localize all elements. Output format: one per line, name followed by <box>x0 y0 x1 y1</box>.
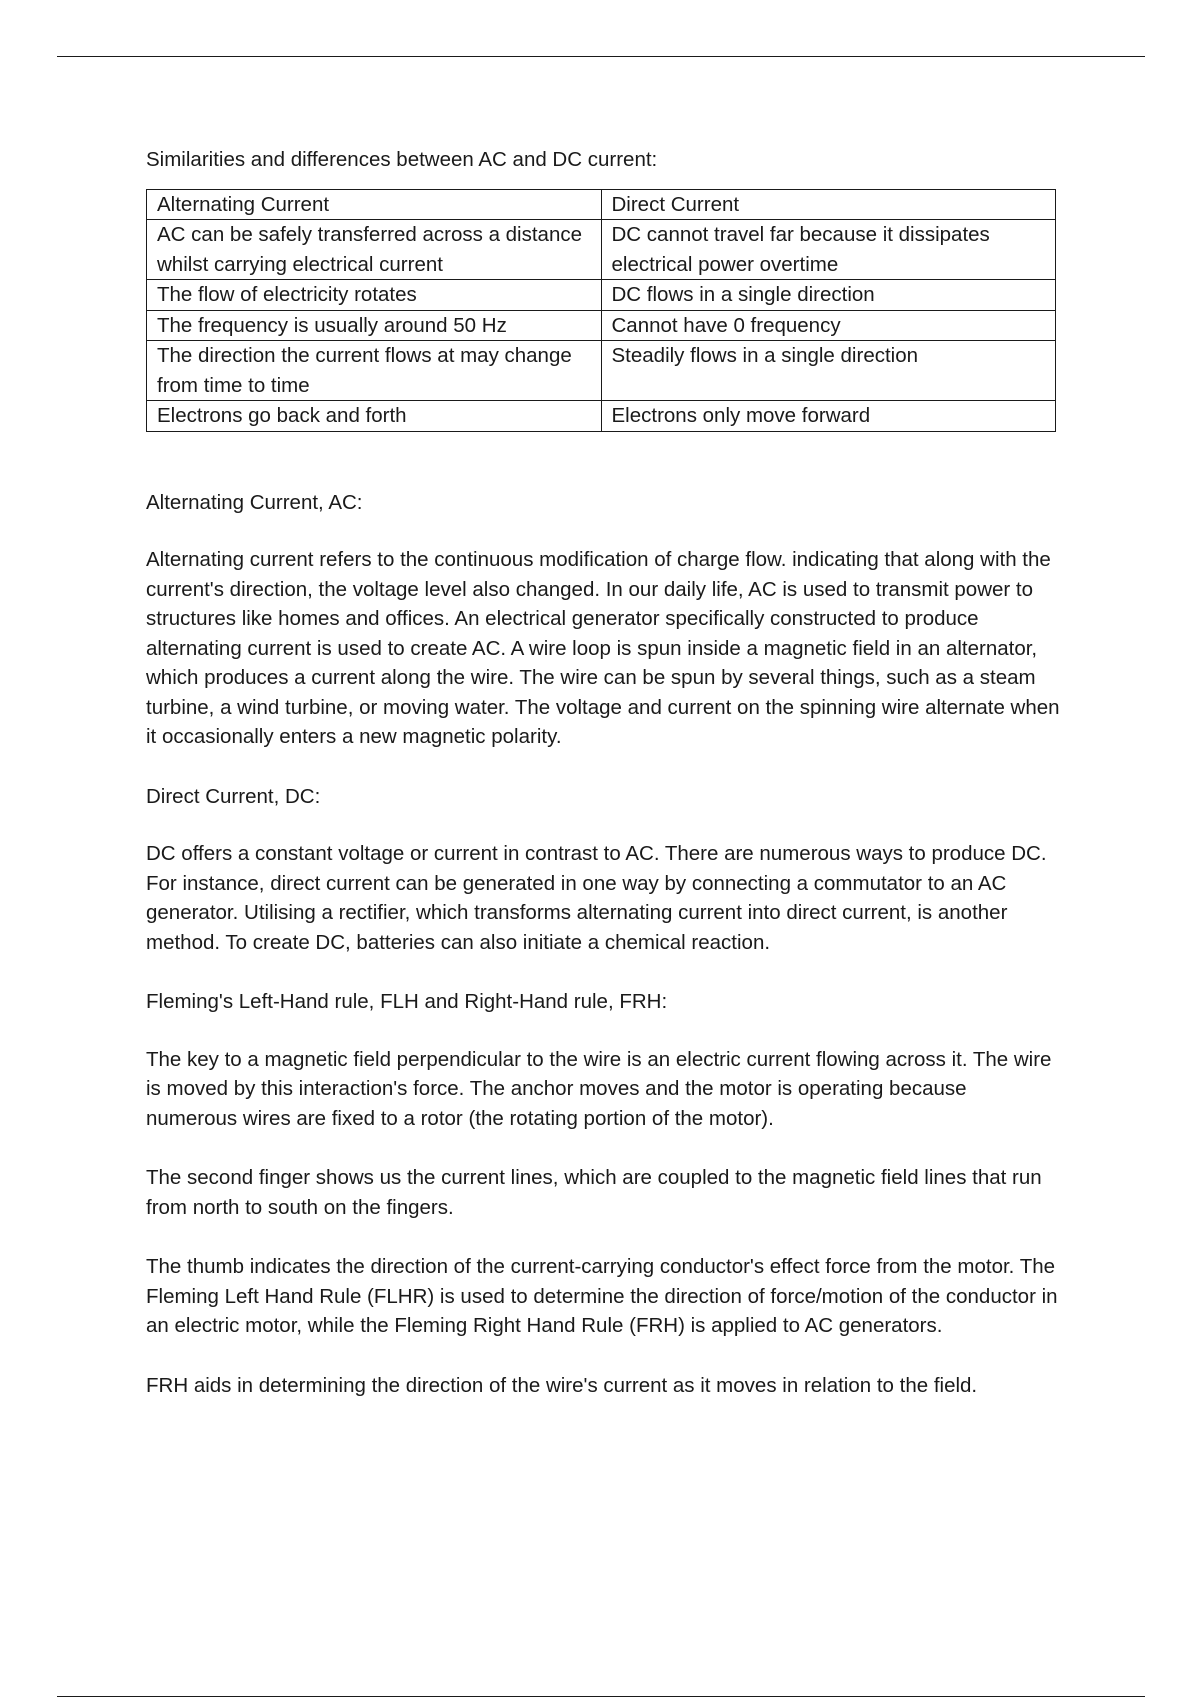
table-cell: DC cannot travel far because it dissipates electrical power overtime <box>601 220 1056 280</box>
dc-paragraph: DC offers a constant voltage or current in contrast to AC. There are numerous ways to produce DC. For instance, direct current can be generated in one way by connecting a commutator to an AC generator. Utilising a rectifier, which transforms alternating current into direct current, is another method. To create DC, batteries can also initiate a chemical reaction. <box>146 842 1047 954</box>
table-cell: AC can be safely transferred across a distance whilst carrying electrical current <box>147 220 602 280</box>
table-cell: Electrons only move forward <box>601 401 1056 432</box>
table-cell: The flow of electricity rotates <box>147 280 602 311</box>
table-row <box>147 280 1056 311</box>
table-row <box>147 310 1056 341</box>
table-row <box>147 220 1056 280</box>
fleming-paragraph-2: The second finger shows us the current lines, which are coupled to the magnetic field lines that run from north to south on the fingers. <box>146 1166 1042 1219</box>
dc-section-title: Direct Current, DC: <box>146 784 321 808</box>
footer-rule <box>57 1696 1145 1697</box>
table-cell: Cannot have 0 frequency <box>601 310 1056 341</box>
comparison-table <box>146 189 1056 432</box>
table-cell: Electrons go back and forth <box>147 401 602 432</box>
table-row <box>147 401 1056 432</box>
table-cell: DC flows in a single direction <box>601 280 1056 311</box>
ac-paragraph: Alternating current refers to the continuous modification of charge flow. indicating that along with the current's direction, the voltage level also changed. In our daily life, AC is used to transmit power to structures like homes and offices. An electrical generator specifically constructed to produce alternating current is used to create AC. A wire loop is spun inside a magnetic field in an alternator, which produces a current along the wire. The wire can be spun by several things, such as a steam turbine, a wind turbine, or moving water. The voltage and current on the spinning wire alternate when it occasionally enters a new magnetic polarity. <box>146 548 1060 748</box>
table-cell: The frequency is usually around 50 Hz <box>147 310 602 341</box>
fleming-section-title: Fleming's Left-Hand rule, FLH and Right-Hand rule, FRH: <box>146 990 668 1013</box>
table-cell: The direction the current flows at may change from time to time <box>147 341 602 401</box>
fleming-paragraph-3: The thumb indicates the direction of the current-carrying conductor's effect force from the motor. The Fleming Left Hand Rule (FLHR) is used to determine the direction of force/motion of the conductor in an electric motor, while the Fleming Right Hand Rule (FRH) is applied to AC generators. <box>146 1255 1058 1337</box>
fleming-paragraph-1: The key to a magnetic field perpendicular to the wire is an electric current flowing across it. The wire is moved by this interaction's force. The anchor moves and the motor is operating because numerous wires are fixed to a rotor (the rotating portion of the motor). <box>146 1047 1052 1130</box>
header-rule <box>57 56 1145 57</box>
ac-section-title: Alternating Current, AC: <box>146 490 363 514</box>
page-content <box>146 145 1061 1430</box>
table-row <box>147 341 1056 401</box>
header-cell-dc: Direct Current <box>601 189 1056 220</box>
table-cell: Steadily flows in a single direction <box>601 341 1056 401</box>
intro-text: Similarities and differences between AC and DC current: <box>146 148 658 171</box>
table-header-row <box>147 189 1056 220</box>
header-cell-ac: Alternating Current <box>147 189 602 220</box>
fleming-paragraph-4: FRH aids in determining the direction of the wire's current as it moves in relation to the field. <box>146 1373 978 1397</box>
